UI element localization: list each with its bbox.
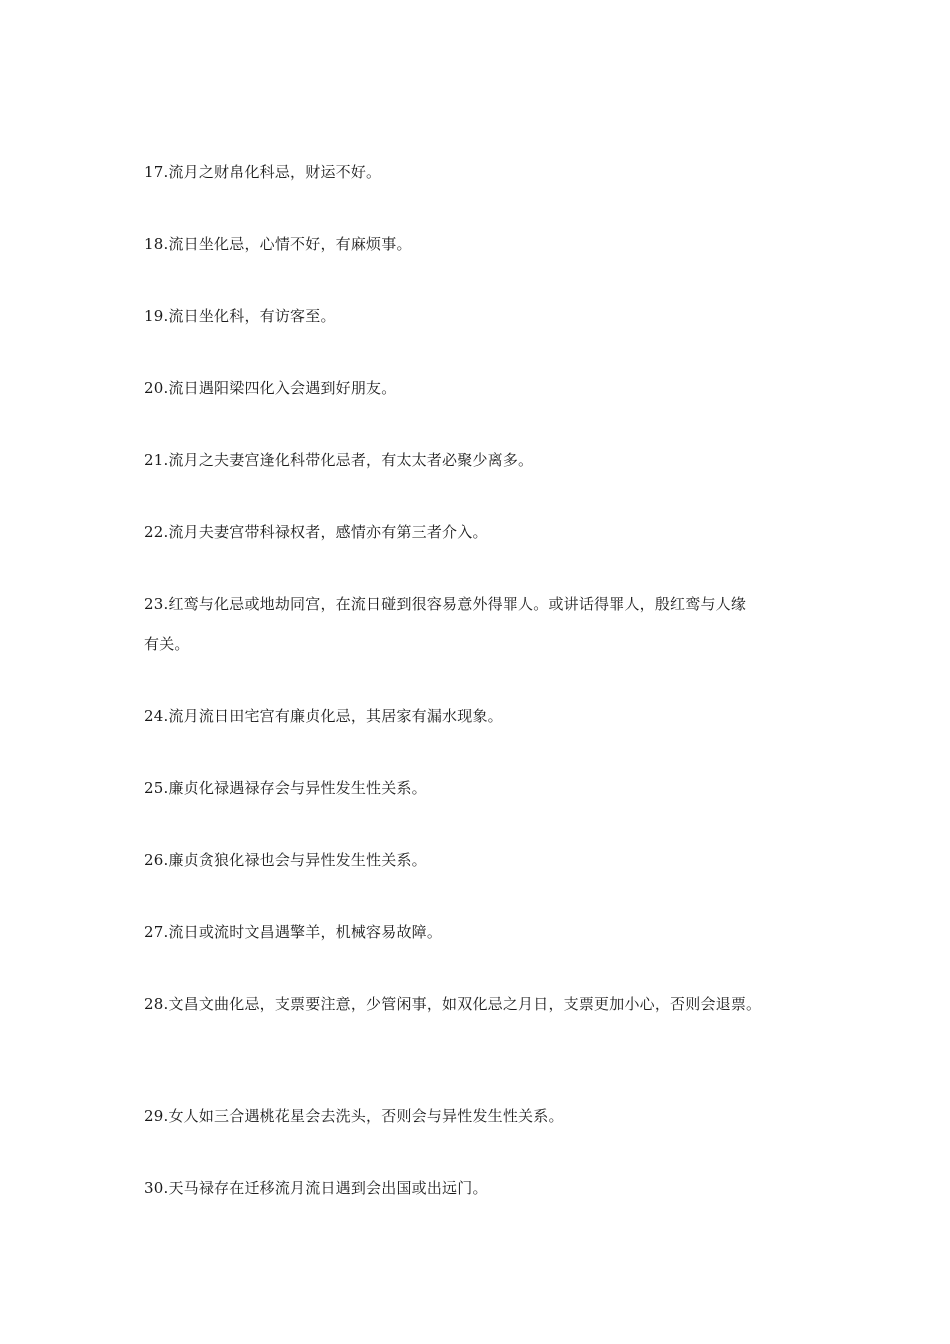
paragraph-30: 30.天马禄存在迁移流月流日遇到会出国或出远门。 [144, 1179, 488, 1197]
paragraph-22: 22.流月夫妻宫带科禄权者，感情亦有第三者介入。 [144, 523, 488, 541]
paragraph-20: 20.流日遇阳梁四化入会遇到好朋友。 [144, 379, 397, 397]
paragraph-19: 19.流日坐化科，有访客至。 [144, 307, 336, 325]
paragraph-24: 24.流月流日田宅宫有廉贞化忌，其居家有漏水现象。 [144, 707, 503, 725]
paragraph-23-continuation: 有关。 [144, 635, 190, 653]
paragraph-27: 27.流日或流时文昌遇擎羊，机械容易故障。 [144, 923, 443, 941]
paragraph-23: 23.红鸾与化忌或地劫同宫，在流日碰到很容易意外得罪人。或讲话得罪人，殷红鸾与人缘 [144, 595, 747, 613]
paragraph-26: 26.廉贞贪狼化禄也会与异性发生性关系。 [144, 851, 427, 869]
paragraph-17: 17.流月之财帛化科忌，财运不好。 [144, 163, 382, 181]
paragraph-25: 25.廉贞化禄遇禄存会与异性发生性关系。 [144, 779, 427, 797]
paragraph-28: 28.文昌文曲化忌，支票要注意，少管闲事，如双化忌之月日，支票更加小心，否则会退票。 [144, 995, 762, 1013]
paragraph-18: 18.流日坐化忌，心情不好，有麻烦事。 [144, 235, 412, 253]
paragraph-21: 21.流月之夫妻宫逢化科带化忌者，有太太者必聚少离多。 [144, 451, 534, 469]
paragraph-29: 29.女人如三合遇桃花星会去洗头，否则会与异性发生性关系。 [144, 1107, 564, 1125]
